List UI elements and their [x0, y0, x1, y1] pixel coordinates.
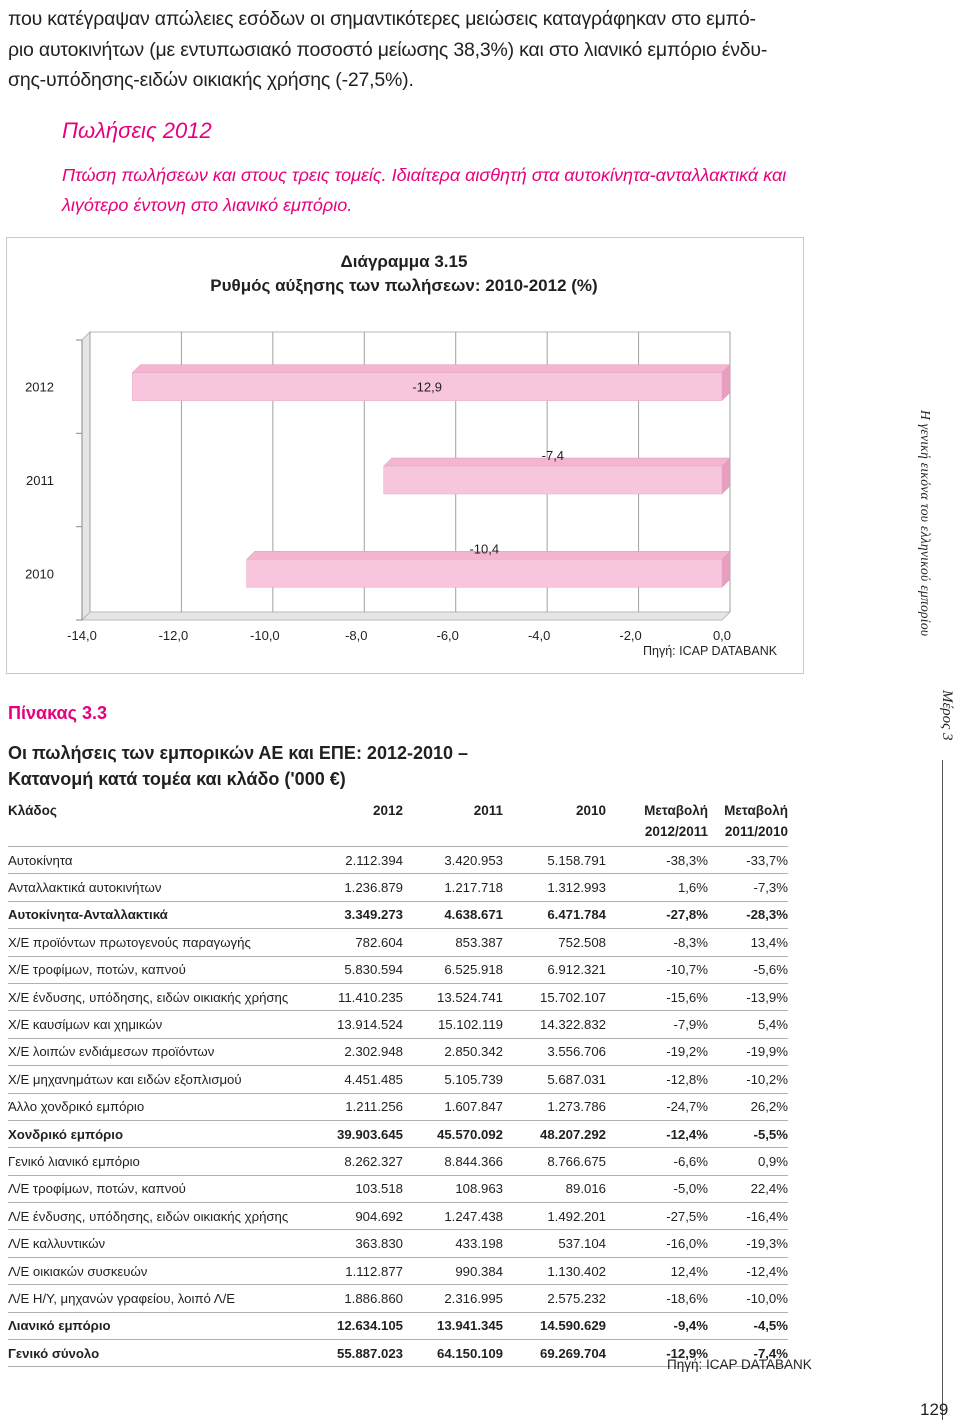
- table-title-line: Κατανομή κατά τομέα και κλάδο ('000 €): [8, 769, 346, 789]
- row-value-cell: 8.262.327: [318, 1148, 403, 1175]
- header-2012: 2012: [318, 800, 403, 847]
- x-tick-label: -4,0: [527, 628, 551, 643]
- table-row: [8, 1093, 788, 1120]
- row-value-cell: -16,0%: [606, 1230, 708, 1257]
- row-value-cell: 45.570.092: [403, 1120, 503, 1147]
- row-value-cell: 5,4%: [708, 1011, 788, 1038]
- row-sector-cell: Χ/Ε μηχανημάτων και ειδών εξοπλισμού: [8, 1066, 318, 1093]
- row-value-cell: 13,4%: [708, 929, 788, 956]
- row-value-cell: 26,2%: [708, 1093, 788, 1120]
- table-row: [8, 874, 788, 901]
- table-row: [8, 1066, 788, 1093]
- row-value-cell: -10,2%: [708, 1066, 788, 1093]
- bar-data-label: -7,4: [541, 448, 565, 463]
- header-2011: 2011: [403, 800, 503, 847]
- intro-line: ριο αυτοκινήτων (με εντυπωσιακό ποσοστό μείωσης 38,3%) και στο λιανικό εμπόριο ένδυ-: [8, 38, 768, 61]
- row-value-cell: -33,7%: [708, 847, 788, 874]
- table-row: [8, 1257, 788, 1284]
- row-sector-cell: Αυτοκίνητα: [8, 847, 318, 874]
- row-value-cell: 69.269.704: [503, 1340, 606, 1367]
- row-value-cell: 6.471.784: [503, 901, 606, 928]
- row-value-cell: 1.312.993: [503, 874, 606, 901]
- bar: [247, 559, 722, 587]
- row-value-cell: 1,6%: [606, 874, 708, 901]
- row-value-cell: 5.687.031: [503, 1066, 606, 1093]
- row-value-cell: 8.766.675: [503, 1148, 606, 1175]
- table-row: [8, 901, 788, 928]
- header-change-2011-2010: Μεταβολή 2011/2010: [708, 800, 788, 847]
- table-header-row: [8, 800, 788, 847]
- row-value-cell: -12,8%: [606, 1066, 708, 1093]
- row-value-cell: 14.322.832: [503, 1011, 606, 1038]
- row-value-cell: 11.410.235: [318, 983, 403, 1010]
- row-value-cell: -5,0%: [606, 1175, 708, 1202]
- x-tick-label: -2,0: [619, 628, 642, 643]
- table-row: [8, 1175, 788, 1202]
- row-value-cell: 13.524.741: [403, 983, 503, 1010]
- page-number: 129: [920, 1400, 949, 1419]
- row-value-cell: 55.887.023: [318, 1340, 403, 1367]
- row-value-cell: -19,3%: [708, 1230, 788, 1257]
- row-value-cell: 15.102.119: [403, 1011, 503, 1038]
- row-value-cell: -12,9%: [606, 1340, 708, 1367]
- row-value-cell: 13.914.524: [318, 1011, 403, 1038]
- bar: [384, 466, 722, 494]
- row-value-cell: 3.556.706: [503, 1038, 606, 1065]
- table-title-line: Οι πωλήσεις των εμπορικών ΑΕ και ΕΠΕ: 2012-2010 –: [8, 743, 469, 763]
- row-value-cell: 2.302.948: [318, 1038, 403, 1065]
- running-title: Η γενική εικόνα του ελληνικού εμπορίου: [918, 410, 933, 637]
- row-value-cell: -5,6%: [708, 956, 788, 983]
- row-value-cell: 363.830: [318, 1230, 403, 1257]
- row-value-cell: -27,8%: [606, 901, 708, 928]
- row-value-cell: 108.963: [403, 1175, 503, 1202]
- table-row: [8, 1148, 788, 1175]
- row-value-cell: 5.830.594: [318, 956, 403, 983]
- row-value-cell: 2.850.342: [403, 1038, 503, 1065]
- table-row: [8, 1203, 788, 1230]
- row-value-cell: 782.604: [318, 929, 403, 956]
- row-value-cell: -5,5%: [708, 1120, 788, 1147]
- row-sector-cell: Αυτοκίνητα-Ανταλλακτικά: [8, 901, 318, 928]
- table-row: [8, 1312, 788, 1339]
- row-value-cell: -7,4%: [708, 1340, 788, 1367]
- plot-floor: [82, 612, 730, 620]
- table-row: [8, 956, 788, 983]
- row-value-cell: 15.702.107: [503, 983, 606, 1010]
- table-row: [8, 1230, 788, 1257]
- row-value-cell: -4,5%: [708, 1312, 788, 1339]
- row-value-cell: 4.451.485: [318, 1066, 403, 1093]
- row-value-cell: 22,4%: [708, 1175, 788, 1202]
- row-value-cell: 1.112.877: [318, 1257, 403, 1284]
- table-row: [8, 929, 788, 956]
- row-sector-cell: Λιανικό εμπόριο: [8, 1312, 318, 1339]
- chart-source: Πηγή: ICAP DATABANK: [643, 644, 778, 658]
- row-value-cell: 2.575.232: [503, 1285, 606, 1312]
- row-value-cell: 1.607.847: [403, 1093, 503, 1120]
- row-sector-cell: Γενικό λιανικό εμπόριο: [8, 1148, 318, 1175]
- row-value-cell: -9,4%: [606, 1312, 708, 1339]
- intro-line: σης-υπόδησης-ειδών οικιακής χρήσης (-27,5%).: [8, 69, 414, 91]
- table-row: [8, 1038, 788, 1065]
- row-sector-cell: Λ/Ε ένδυσης, υπόδησης, ειδών οικιακής χρήσης: [8, 1203, 318, 1230]
- y-category-label: 2010: [25, 566, 54, 582]
- section-subtitle: [62, 160, 822, 220]
- x-tick-label: -10,0: [250, 628, 280, 643]
- x-tick-label: -8,0: [345, 628, 368, 643]
- bar-data-label: -12,9: [412, 379, 442, 395]
- row-value-cell: 103.518: [318, 1175, 403, 1202]
- row-value-cell: 64.150.109: [403, 1340, 503, 1367]
- row-sector-cell: Γενικό σύνολο: [8, 1340, 318, 1367]
- row-sector-cell: Λ/Ε τροφίμων, ποτών, καπνού: [8, 1175, 318, 1202]
- row-value-cell: 1.211.256: [318, 1093, 403, 1120]
- row-value-cell: -19,2%: [606, 1038, 708, 1065]
- row-sector-cell: Ανταλλακτικά αυτοκινήτων: [8, 874, 318, 901]
- row-value-cell: 13.941.345: [403, 1312, 503, 1339]
- row-value-cell: 1.236.879: [318, 874, 403, 901]
- row-sector-cell: Άλλο χονδρικό εμπόριο: [8, 1093, 318, 1120]
- row-sector-cell: Χονδρικό εμπόριο: [8, 1120, 318, 1147]
- row-value-cell: 3.349.273: [318, 901, 403, 928]
- x-tick-label: 0,0: [712, 628, 732, 643]
- chart-title: Ρυθμός αύξησης των πωλήσεων: 2010-2012 (%): [210, 276, 598, 295]
- row-sector-cell: Λ/Ε οικιακών συσκευών: [8, 1257, 318, 1284]
- row-value-cell: 12,4%: [606, 1257, 708, 1284]
- row-value-cell: -13,9%: [708, 983, 788, 1010]
- row-value-cell: -7,3%: [708, 874, 788, 901]
- row-sector-cell: Λ/Ε Η/Υ, μηχανών γραφείου, λοιπό Λ/Ε: [8, 1285, 318, 1312]
- header-2010: 2010: [503, 800, 606, 847]
- row-value-cell: 1.130.402: [503, 1257, 606, 1284]
- row-value-cell: -18,6%: [606, 1285, 708, 1312]
- row-value-cell: 8.844.366: [403, 1148, 503, 1175]
- row-value-cell: 990.384: [403, 1257, 503, 1284]
- section-subtitle-line: λιγότερο έντονη στο λιανικό εμπόριο.: [62, 195, 353, 215]
- row-value-cell: 5.158.791: [503, 847, 606, 874]
- y-category-label: 2012: [25, 379, 54, 395]
- row-value-cell: 752.508: [503, 929, 606, 956]
- row-value-cell: 12.634.105: [318, 1312, 403, 1339]
- row-value-cell: 853.387: [403, 929, 503, 956]
- row-value-cell: -10,7%: [606, 956, 708, 983]
- row-value-cell: -28,3%: [708, 901, 788, 928]
- row-value-cell: 2.316.995: [403, 1285, 503, 1312]
- table-row: [8, 1120, 788, 1147]
- side-rule: [942, 760, 943, 1420]
- row-value-cell: -38,3%: [606, 847, 708, 874]
- row-value-cell: 433.198: [403, 1230, 503, 1257]
- header-sector: Κλάδος: [8, 800, 318, 847]
- row-value-cell: 4.638.671: [403, 901, 503, 928]
- row-value-cell: -12,4%: [606, 1120, 708, 1147]
- table-row: [8, 847, 788, 874]
- row-value-cell: -10,0%: [708, 1285, 788, 1312]
- row-value-cell: 1.217.718: [403, 874, 503, 901]
- row-value-cell: 89.016: [503, 1175, 606, 1202]
- row-value-cell: 1.247.438: [403, 1203, 503, 1230]
- row-value-cell: -27,5%: [606, 1203, 708, 1230]
- row-value-cell: -24,7%: [606, 1093, 708, 1120]
- table-row: [8, 1011, 788, 1038]
- row-value-cell: 2.112.394: [318, 847, 403, 874]
- row-value-cell: -19,9%: [708, 1038, 788, 1065]
- row-value-cell: -16,4%: [708, 1203, 788, 1230]
- intro-line: που κατέγραψαν απώλειες εσόδων οι σημαντικότερες μειώσεις καταγράφηκαν στο εμπό-: [8, 8, 756, 30]
- row-value-cell: 1.492.201: [503, 1203, 606, 1230]
- bar-chart: [0, 237, 808, 677]
- row-value-cell: 39.903.645: [318, 1120, 403, 1147]
- bar-data-label: -10,4: [469, 541, 500, 557]
- table-title: [8, 740, 468, 792]
- row-sector-cell: Χ/Ε τροφίμων, ποτών, καπνού: [8, 956, 318, 983]
- x-tick-label: -6,0: [436, 628, 459, 643]
- row-value-cell: 48.207.292: [503, 1120, 606, 1147]
- table-row: [8, 1285, 788, 1312]
- row-value-cell: 6.912.321: [503, 956, 606, 983]
- intro-paragraph: [8, 4, 808, 96]
- section-subtitle-line: Πτώση πωλήσεων και στους τρεις τομείς. Ιδιαίτερα αισθητή στα αυτοκίνητα-ανταλλακτικά και: [62, 165, 787, 185]
- x-tick-label: -14,0: [67, 628, 97, 643]
- row-value-cell: 6.525.918: [403, 956, 503, 983]
- row-value-cell: 537.104: [503, 1230, 606, 1257]
- row-value-cell: -12,4%: [708, 1257, 788, 1284]
- y-category-label: 2011: [26, 473, 54, 488]
- table-source: Πηγή: ICAP DATABANK: [667, 1357, 812, 1372]
- row-value-cell: 5.105.739: [403, 1066, 503, 1093]
- section-title: Πωλήσεις 2012: [62, 118, 212, 143]
- sales-table: [8, 800, 788, 1367]
- header-change-2012-2011: Μεταβολή 2012/2011: [606, 800, 708, 847]
- row-sector-cell: Χ/Ε λοιπών ενδιάμεσων προϊόντων: [8, 1038, 318, 1065]
- bar-top-face: [132, 365, 730, 373]
- row-sector-cell: Χ/Ε προϊόντων πρωτογενούς παραγωγής: [8, 929, 318, 956]
- row-value-cell: 1.273.786: [503, 1093, 606, 1120]
- row-value-cell: 904.692: [318, 1203, 403, 1230]
- row-sector-cell: Χ/Ε ένδυσης, υπόδησης, ειδών οικιακής χρήσης: [8, 983, 318, 1010]
- table-row: [8, 983, 788, 1010]
- row-value-cell: 0,9%: [708, 1148, 788, 1175]
- row-sector-cell: Χ/Ε καυσίμων και χημικών: [8, 1011, 318, 1038]
- row-value-cell: -7,9%: [606, 1011, 708, 1038]
- row-value-cell: -8,3%: [606, 929, 708, 956]
- row-sector-cell: Λ/Ε καλλυντικών: [8, 1230, 318, 1257]
- plot-side-wall: [82, 332, 90, 620]
- x-tick-label: -12,0: [158, 628, 189, 643]
- row-value-cell: 14.590.629: [503, 1312, 606, 1339]
- table-label: Πίνακας 3.3: [8, 703, 107, 723]
- row-value-cell: -6,6%: [606, 1148, 708, 1175]
- row-value-cell: 1.886.860: [318, 1285, 403, 1312]
- row-value-cell: -15,6%: [606, 983, 708, 1010]
- part-label: Μέρος 3: [939, 690, 955, 741]
- row-value-cell: 3.420.953: [403, 847, 503, 874]
- chart-label: Διάγραμμα 3.15: [340, 252, 468, 271]
